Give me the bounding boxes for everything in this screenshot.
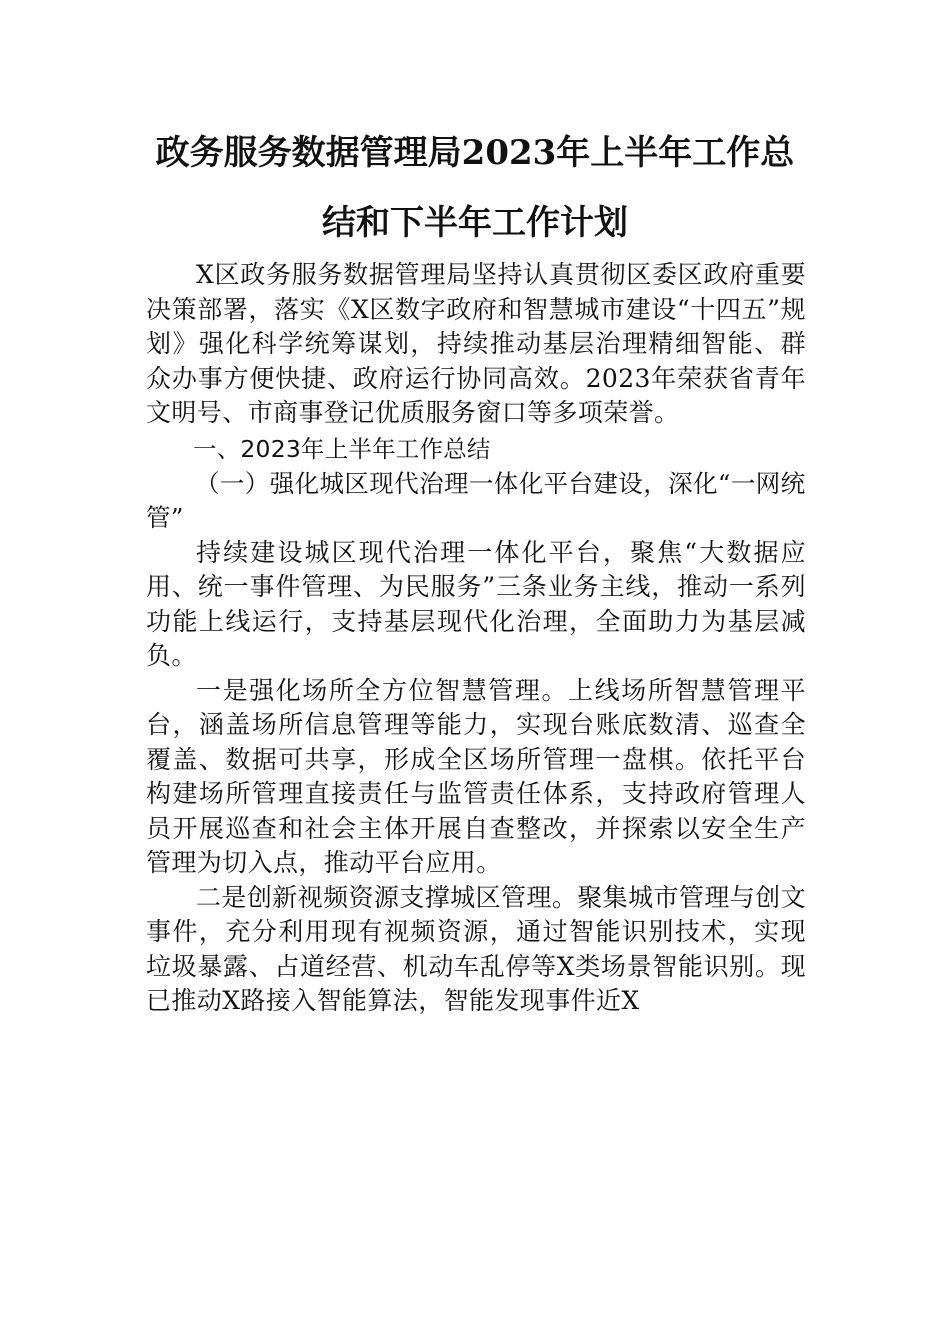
body-paragraph-1: 持续建设城区现代治理一体化平台，聚焦“大数据应用、统一事件管理、为民服务”三条业务主线，推动一系列功能上线运行，支持基层现代化治理，全面助力为基层减负。 (146, 537, 806, 670)
document-title (120, 118, 830, 258)
body-paragraph-3: 二是创新视频资源支撑城区管理。聚集城市管理与创文事件，充分利用现有视频资源，通过智能识别技术，实现垃圾暴露、占道经营、机动车乱停等X类场景智能识别。现已推动X路接入智能算法，智能发现事件近X (146, 882, 806, 1015)
document-body (146, 258, 806, 1019)
title-line-2: 结和下半年工作计划 (322, 203, 628, 243)
body-paragraph-2: 一是强化场所全方位智慧管理。上线场所智慧管理平台，涵盖场所信息管理等能力，实现台账底数清、巡查全覆盖、数据可共享，形成全区场所管理一盘棋。依托平台构建场所管理直接责任与监管责任体系，支持政府管理人员开展巡查和社会主体开展自查整改，并探索以安全生产管理为切入点，推动平台应用。 (146, 675, 806, 877)
intro-paragraph: X区政务服务数据管理局坚持认真贯彻区委区政府重要决策部署，落实《X区数字政府和智慧城市建设“十四五”规划》强化科学统筹谋划，持续推动基层治理精细智能、群众办事方便快捷、政府运行协同高效。2023年荣获省青年文明号、市商事登记优质服务窗口等多项荣誉。 (146, 260, 806, 427)
section-heading-1: 一、2023年上半年工作总结 (193, 434, 491, 463)
title-line-1: 政务服务数据管理局2023年上半年工作总 (155, 133, 795, 173)
subsection-heading-1: （一）强化城区现代治理一体化平台建设，深化“一网统管” (146, 468, 806, 532)
